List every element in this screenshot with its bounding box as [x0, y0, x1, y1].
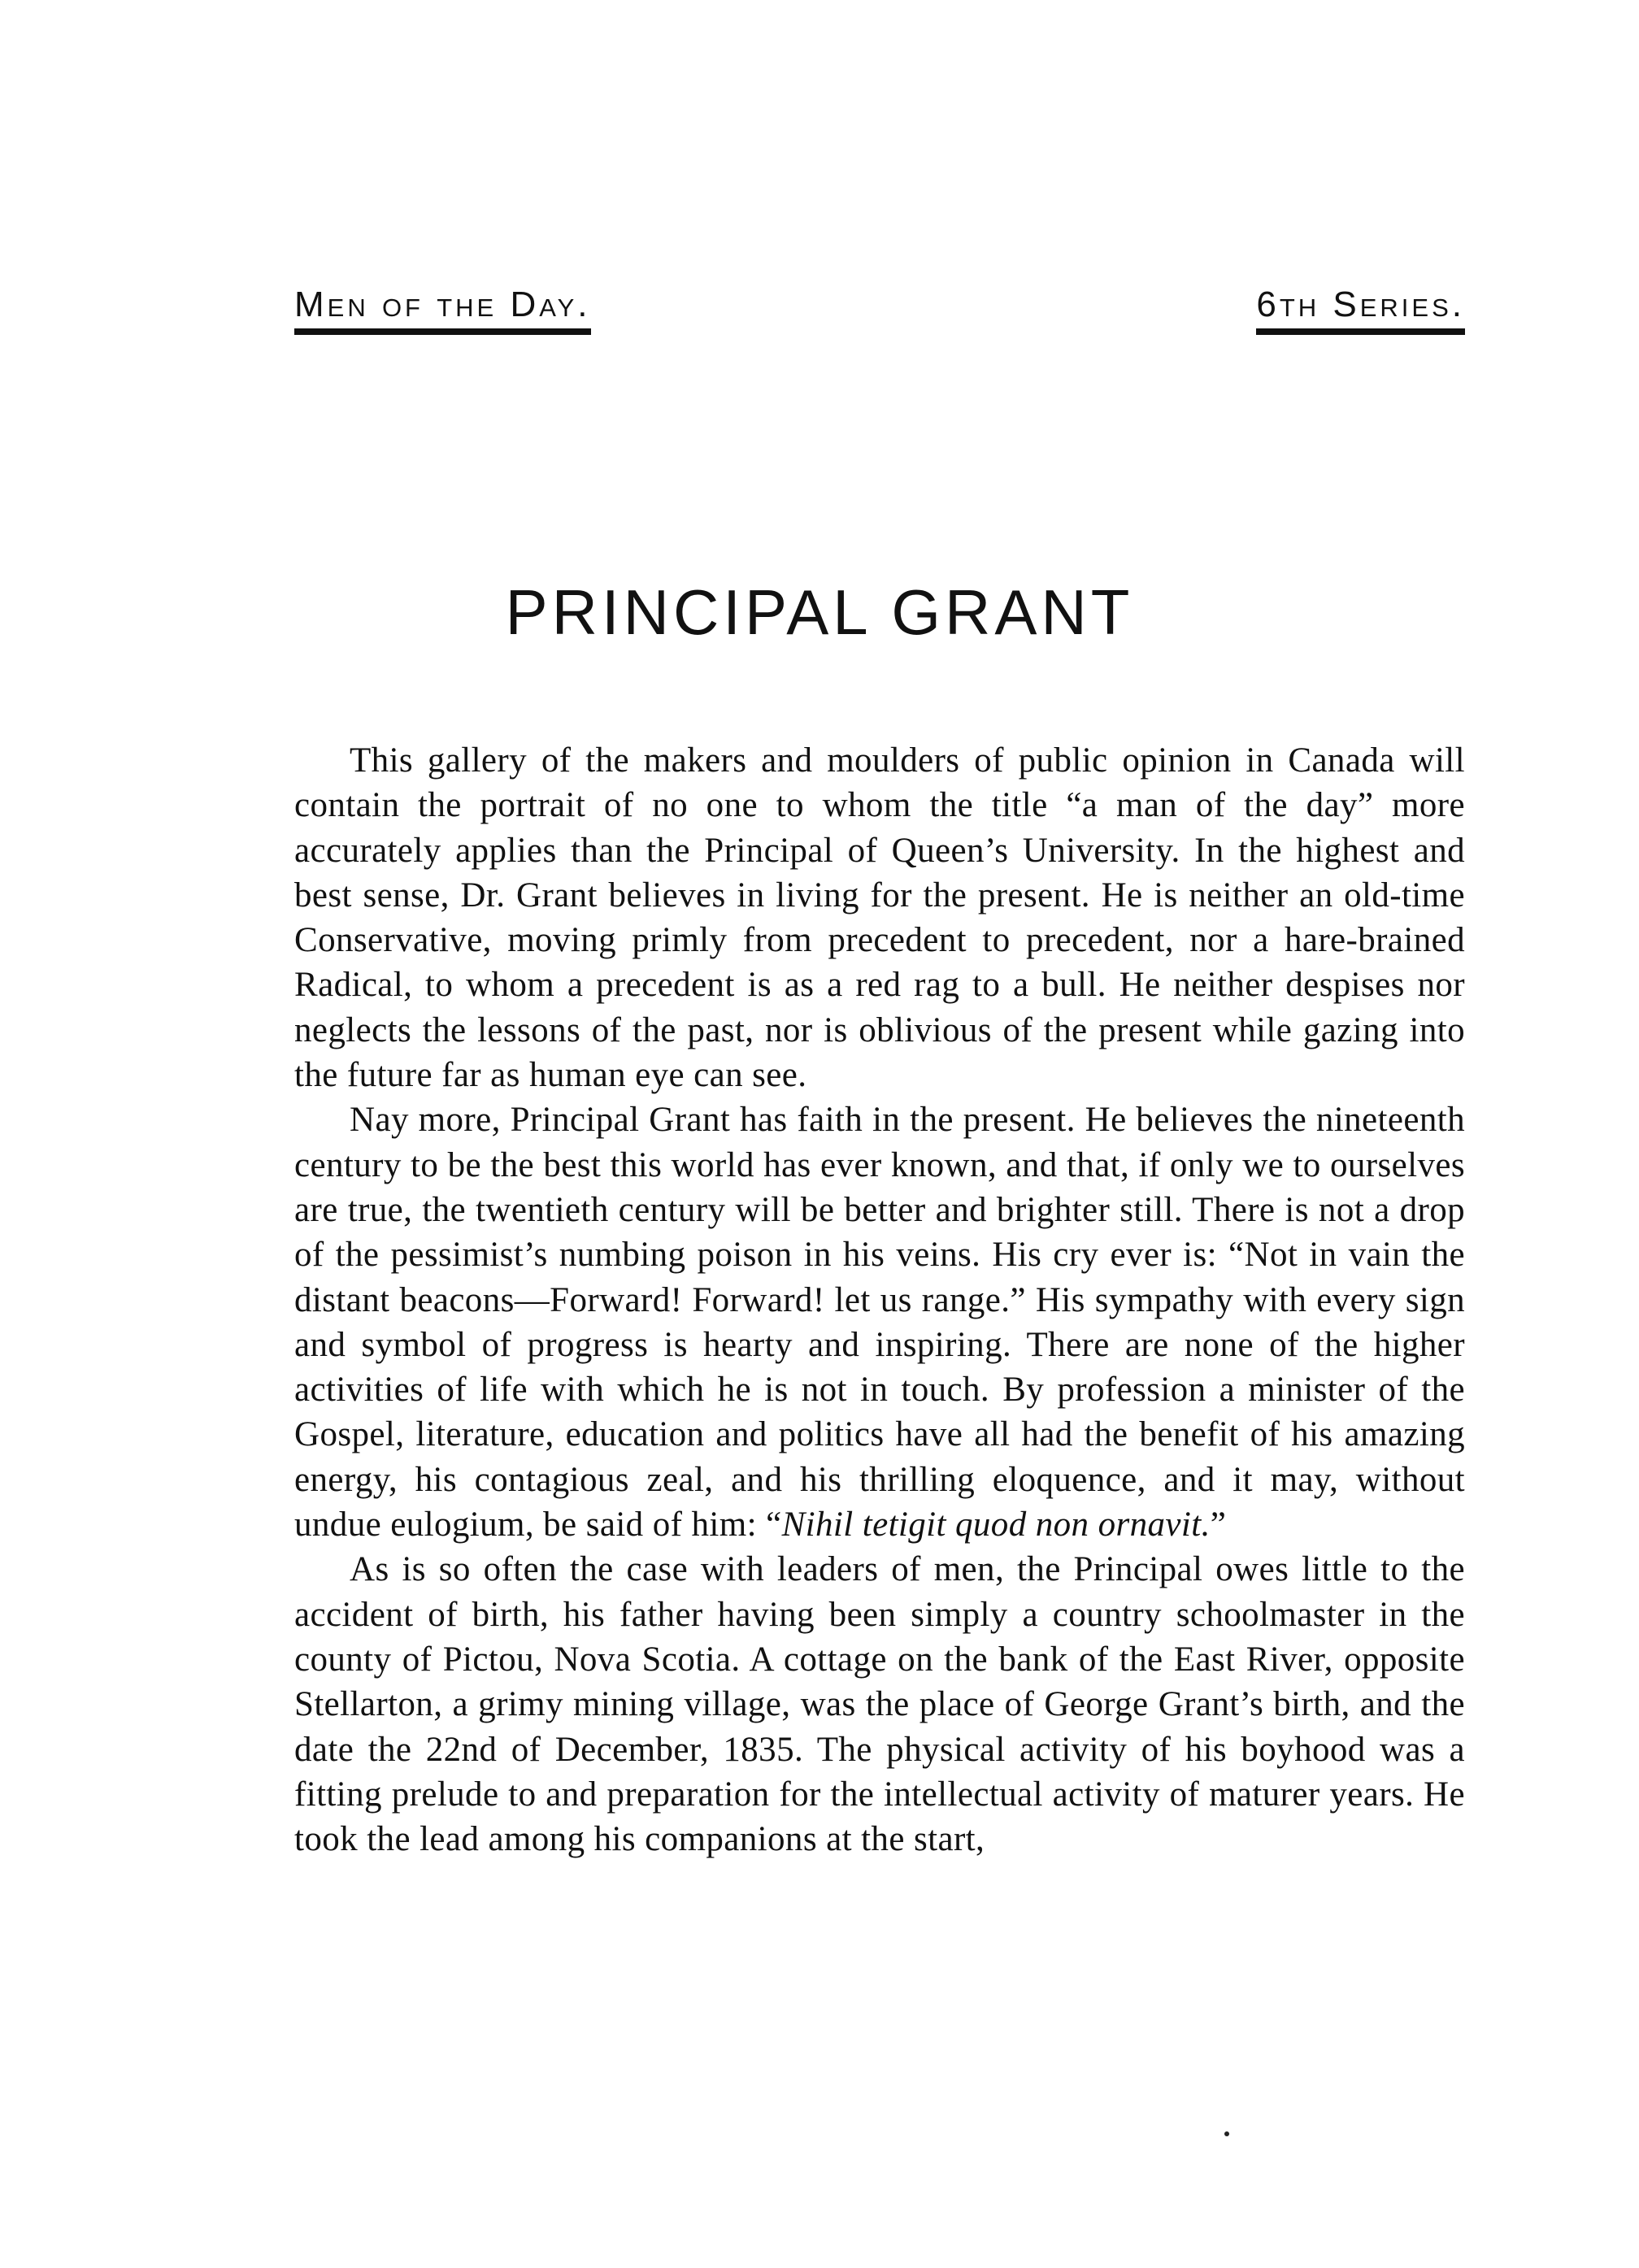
running-head-right: 6th Series. — [1256, 285, 1465, 335]
running-head — [294, 285, 1465, 350]
latin-quote: Nihil tetigit quod non ornavit. — [781, 1505, 1211, 1545]
paragraph-2-text: Nay more, Principal Grant has faith in the present. He believes the nineteenth century to be the best this world has ever known, and that, if only we to ourselves are true, the twentieth century will be better and brighter still. There is not a drop of the pessimist’s numbing poison in his veins. His cry ever is: “Not in vain the distant beacons—Forward! Forward! let us range.” His sympathy with every sign and symbol of progress is hearty and inspiring. There are none of the higher activities of life with which he is not in touch. By profession a minister of the Gospel, literature, education and politics have all had the benefit of his amazing energy, his contagious zeal, and his thrilling eloquence, and it may, without undue eulogium, be said of him: “ — [294, 1101, 1465, 1545]
paragraph-3: As is so often the case with leaders of men, the Principal owes little to the accident of birth, his father having been simply a country schoolmaster in the county of Pictou, Nova Scotia. A cottage on the bank of the East River, opposite Stellarton, a grimy mining village, was the place of George Grant’s birth, and the date the 22nd of December, 1835. The physical activity of his boyhood was a fitting prelude to and preparation for the intellectual activity of maturer years. He took the lead among his companions at the start, — [294, 1550, 1465, 1859]
running-head-left: Men of the Day. — [294, 285, 591, 335]
paragraph-2 — [294, 1097, 1465, 1547]
article-body — [294, 738, 1465, 1862]
paragraph-1: This gallery of the makers and moulders of public opinion in Canada will contain the portrait of no one to whom the title “a man of the day” more accurately applies than the Principal of Queen’s University. In the highest and best sense, Dr. Grant believes in living for the present. He is neither an old-time Conservative, moving primly from precedent to precedent, nor a hare-brained Radical, to whom a precedent is as a red rag to a bull. He neither despises nor neglects the lessons of the past, nor is oblivious of the present while gazing into the future far as human eye can see. — [294, 741, 1465, 1095]
article-title: PRINCIPAL GRANT — [505, 576, 1134, 648]
page-speck — [1224, 2131, 1229, 2136]
paragraph-2-close-quote: ” — [1210, 1505, 1227, 1545]
